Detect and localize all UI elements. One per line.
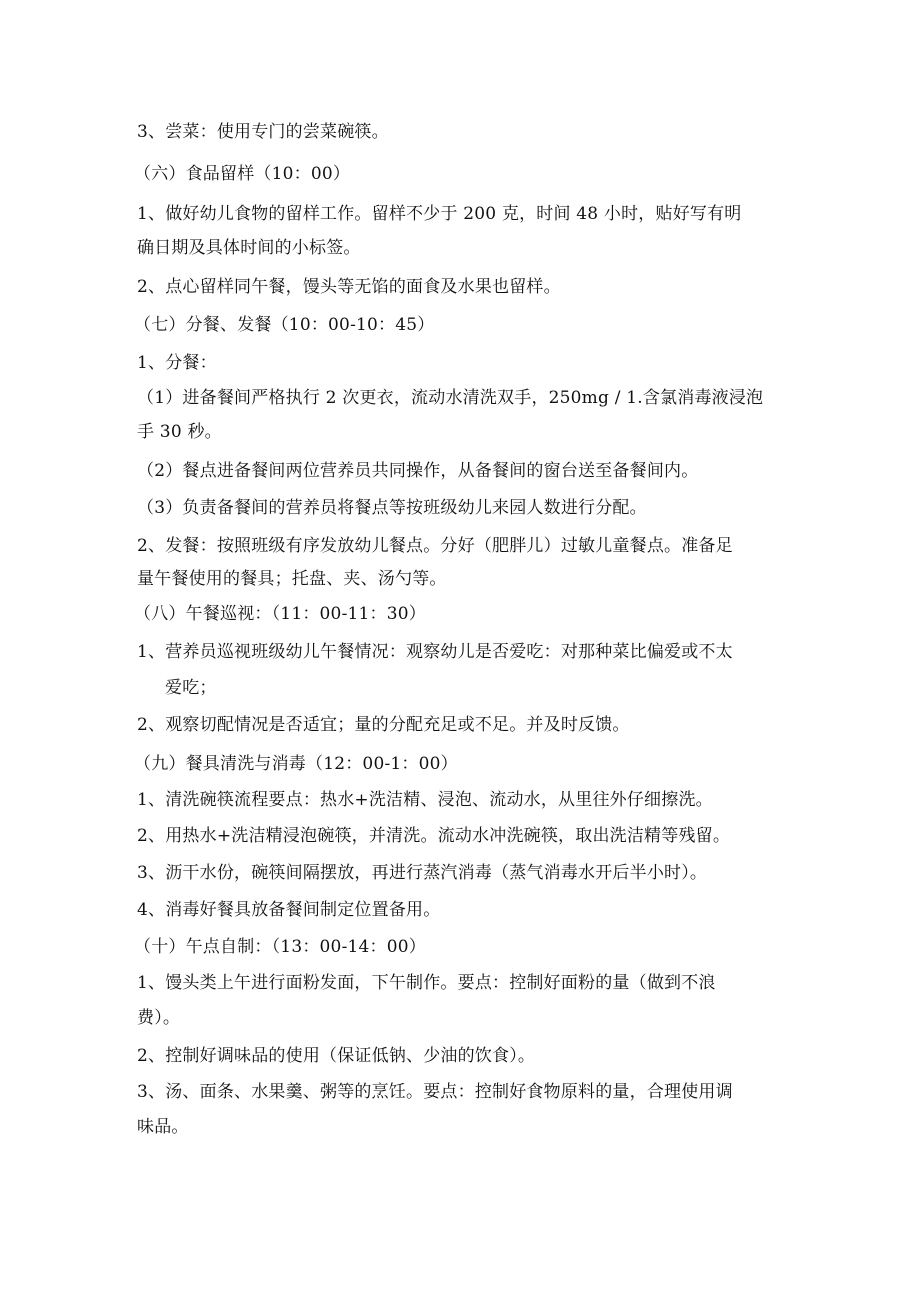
text-line-sample-1: 1、做好幼儿食物的留样工作。留样不少于 200 克，时间 48 小时，贴好写有明	[137, 204, 742, 224]
text-line-cleaning-2: 2、用热水+洗洁精浸泡碗筷，并清洗。流动水冲洗碗筷，取出洗洁精等残留。	[137, 826, 731, 846]
text-line-patrol-1-cont: 爱吃；	[165, 678, 217, 698]
text-line-snack-1-cont: 费）。	[137, 1008, 181, 1028]
section-heading-distribute-meals: （七）分餐、发餐（10：00-10：45）	[134, 315, 435, 335]
text-line-distribute-1-1: （1）进备餐间严格执行 2 次更衣，流动水清洗双手，250mg / 1.含氯消毒液浸泡	[137, 388, 764, 408]
text-line-snack-3: 3、汤、面条、水果羹、粥等的烹饪。要点：控制好食物原料的量，合理使用调	[137, 1082, 733, 1102]
text-line-sample-2: 2、点心留样同午餐，馒头等无馅的面食及水果也留样。	[137, 277, 561, 297]
text-line-patrol-2: 2、观察切配情况是否适宜；量的分配充足或不足。并及时反馈。	[137, 715, 630, 735]
section-heading-lunch-patrol: （八）午餐巡视：（11：00-11：30）	[134, 604, 426, 624]
text-line-distribute-1: 1、分餐：	[137, 353, 217, 373]
text-line-sample-1-cont: 确日期及具体时间的小标签。	[137, 238, 361, 258]
text-line-distribute-2-cont: 量午餐使用的餐具；托盘、夹、汤勺等。	[137, 569, 447, 589]
text-line-distribute-1-1-cont: 手 30 秒。	[137, 422, 222, 442]
section-heading-tableware-cleaning: （九）餐具清洗与消毒（12：00-1：00）	[134, 754, 458, 774]
text-line-distribute-2: 2、发餐：按照班级有序发放幼儿餐点。分好（肥胖儿）过敏儿童餐点。准备足	[137, 536, 733, 556]
text-line-cleaning-4: 4、消毒好餐具放备餐间制定位置备用。	[137, 900, 441, 920]
text-line-cleaning-1: 1、清洗碗筷流程要点：热水+洗洁精、浸泡、流动水，从里往外仔细擦洗。	[137, 790, 713, 810]
text-line-snack-1: 1、馒头类上午进行面粉发面，下午制作。要点：控制好面粉的量（做到不浪	[137, 973, 716, 993]
text-line-distribute-1-2: （2）餐点进备餐间两位营养员共同操作，从备餐间的窗台送至备餐间内。	[137, 461, 699, 481]
section-heading-afternoon-snack: （十）午点自制：（13：00-14：00）	[134, 937, 426, 957]
text-line-snack-2: 2、控制好调味品的使用（保证低钠、少油的饮食）。	[137, 1046, 536, 1066]
text-line-tasting: 3、尝菜：使用专门的尝菜碗筷。	[137, 122, 389, 142]
text-line-cleaning-3: 3、沥干水份，碗筷间隔摆放，再进行蒸汽消毒（蒸气消毒水开后半小时）。	[137, 863, 708, 883]
text-line-patrol-1: 1、营养员巡视班级幼儿午餐情况：观察幼儿是否爱吃：对那种菜比偏爱或不太	[137, 642, 733, 662]
text-line-snack-3-cont: 味品。	[137, 1117, 189, 1137]
text-line-distribute-1-3: （3）负责备餐间的营养员将餐点等按班级幼儿来园人数进行分配。	[137, 498, 647, 518]
section-heading-food-sample: （六）食品留样（10：00）	[134, 164, 351, 184]
